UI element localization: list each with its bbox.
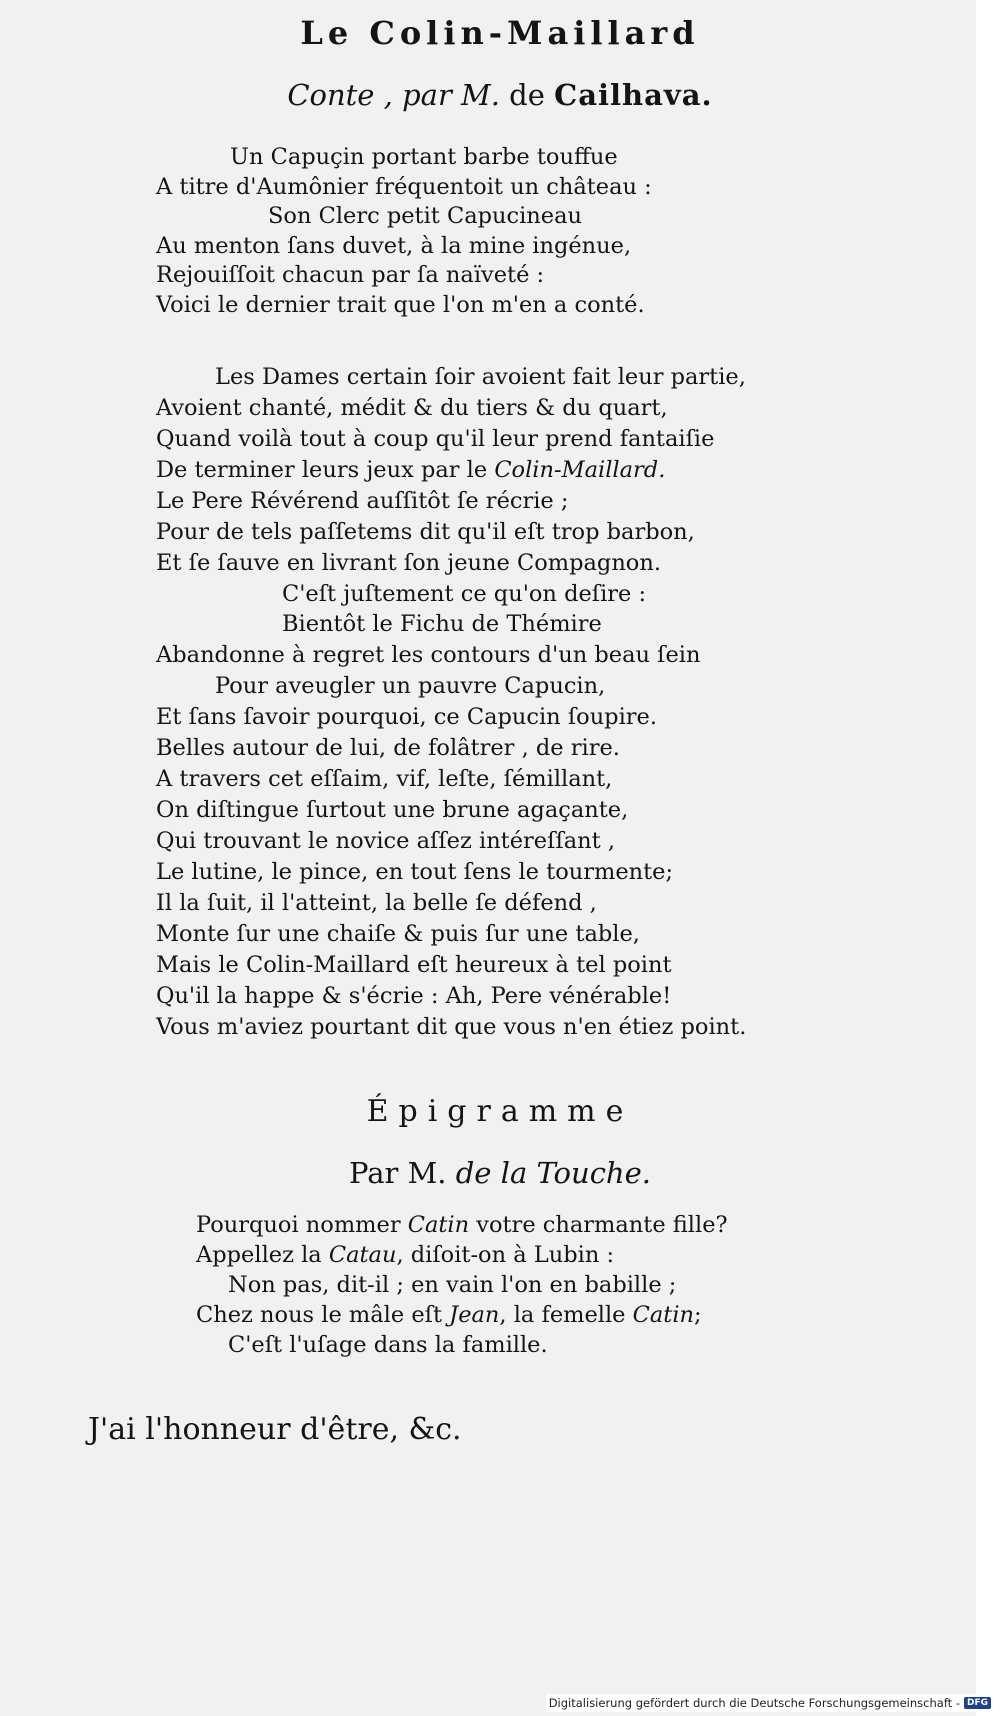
verse-line [156,857,673,887]
verse-text: Et ſe ſauve en livrant ſon jeune Compagnon. [156,550,661,576]
byline-prefix: Conte , par [287,78,462,112]
verse-text: Rejouiſſoit chacun par ſa naïveté : [156,262,545,288]
verse-line [156,733,620,763]
verse-line [156,764,612,794]
verse-text: C'eſt l'uſage dans la famille. [228,1332,548,1358]
epigram-line [196,1240,614,1270]
scan-margin [976,0,1000,1716]
verse-text: Chez nous le mâle eſt [196,1302,450,1328]
verse-text: Et ſans ſavoir pourquoi, ce Capucin ſoupire. [156,704,658,730]
epigram-line [196,1210,728,1240]
verse-line [156,486,568,516]
epigram-title: Épigramme [366,1094,634,1129]
verse-text: Monte ſur une chaiſe & puis ſur une table, [156,921,640,947]
byline-author: de la Touche. [446,1156,651,1190]
digitization-credit [546,1694,994,1712]
byline-de: de [499,78,555,112]
verse-line [156,231,631,261]
credit-text: Digitalisierung gefördert durch die Deutsche Forschungsgemeinschaft - [548,1696,960,1710]
epigram-line [196,1300,702,1330]
verse-text: Avoient chanté, médit & du tiers & du quart, [156,395,668,421]
verse-text: Un Capuçin portant barbe touffue [230,144,618,170]
verse-text: A titre d'Aumônier fréquentoit un château : [156,174,652,200]
verse-text: votre charmante fille? [469,1212,728,1238]
verse-text: , la femelle [499,1302,633,1328]
verse-italic: Jean [449,1302,500,1328]
verse-line [156,826,615,856]
closing-formula: J'ai l'honneur d'être, &c. [88,1412,462,1447]
verse-text: Qu'il la happe & s'écrie : Ah, Pere vénérable! [156,983,672,1009]
verse-text: ; [694,1302,702,1328]
verse-italic: Colin-Maillard. [494,457,666,483]
verse-italic: Catin [407,1212,470,1238]
verse-line [156,424,714,454]
epigram-line [228,1270,676,1300]
verse-text: Vous m'aviez pourtant dit que vous n'en étiez point. [156,1014,747,1040]
verse-line [282,609,602,639]
verse-line [156,1012,746,1042]
verse-line [156,795,628,825]
verse-line [156,981,671,1011]
verse-text: Le Pere Révérend auſſitôt ſe récrie ; [156,488,569,514]
verse-italic: Catau [328,1242,397,1268]
verse-text: De terminer leurs jeux par le [156,457,495,483]
epigram-line [228,1330,548,1360]
byline-initial: M. [407,1156,447,1190]
verse-text: Les Dames certain ſoir avoient fait leur partie, [215,364,746,390]
verse-text: A travers cet eſſaim, vif, leſte, ſémillant, [156,766,613,792]
verse-line [215,362,746,392]
verse-text: Mais le Colin-Maillard eſt heureux à tel point [156,952,672,978]
verse-line [156,290,645,320]
verse-line [156,640,700,670]
verse-line [230,142,618,172]
poem-title: Le Colin-Maillard [300,14,700,52]
verse-line [156,950,672,980]
verse-line [156,172,652,202]
verse-line [156,548,661,578]
verse-text: Voici le dernier trait que l'on m'en a conté. [156,292,645,318]
verse-text: Au menton ſans duvet, à la mine ingénue, [156,233,632,259]
verse-line [215,671,605,701]
verse-line [156,888,597,918]
verse-text: Pourquoi nommer [196,1212,408,1238]
byline-prefix: Par [349,1156,408,1190]
verse-text: Son Clerc petit Capucineau [268,203,583,229]
verse-text: Belles autour de lui, de folâtrer , de rire. [156,735,620,761]
verse-italic: Catin [632,1302,695,1328]
poem-byline [0,78,1000,112]
epigram-byline [0,1156,1000,1190]
verse-text: On diſtingue ſurtout une brune agaçante, [156,797,629,823]
verse-text: Il la ſuit, il l'atteint, la belle ſe défend , [156,890,597,916]
verse-line [156,260,544,290]
verse-line [282,579,646,609]
byline-author: Cailhava. [554,78,713,112]
verse-text: Bientôt le Fichu de Thémire [282,611,602,637]
verse-line [156,455,665,485]
verse-line [268,201,582,231]
verse-text: , diſoit-on à Lubin : [396,1242,615,1268]
dfg-logo: DFG [964,1697,991,1709]
verse-text: Le lutine, le pince, en tout ſens le tourmente; [156,859,674,885]
byline-initial: M. [461,78,500,112]
verse-text: Qui trouvant le novice aſſez intéreſſant , [156,828,616,854]
verse-text: Appellez la [196,1242,329,1268]
verse-text: Abandonne à regret les contours d'un beau ſein [156,642,701,668]
verse-line [156,517,695,547]
verse-text: Pour aveugler un pauvre Capucin, [215,673,606,699]
verse-text: Quand voilà tout à coup qu'il leur prend fantaiſie [156,426,715,452]
verse-line [156,702,657,732]
verse-line [156,393,668,423]
verse-text: C'eſt juſtement ce qu'on deſire : [282,581,647,607]
verse-text: Non pas, dit-il ; en vain l'on en babille ; [228,1272,677,1298]
verse-line [156,919,640,949]
verse-text: Pour de tels paſſetems dit qu'il eſt trop barbon, [156,519,695,545]
